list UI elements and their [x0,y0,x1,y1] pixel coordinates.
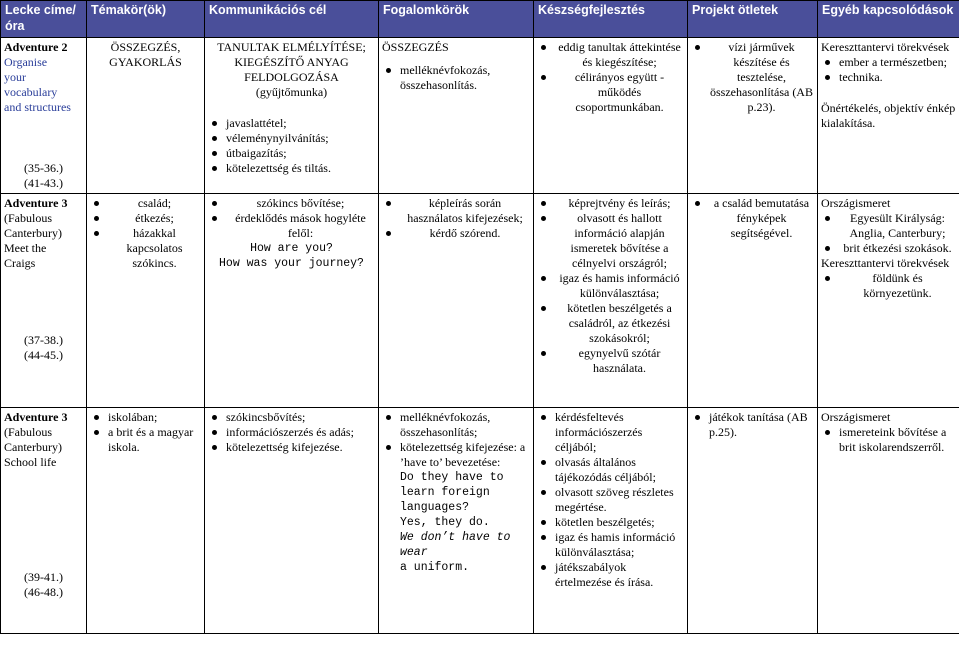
lesson-cell [1,194,87,408]
example-sentence: How was your journey? [219,257,364,270]
lesson-title: Adventure 3 [4,410,68,424]
list-item: képrejtvény és leírás; [537,196,684,211]
communication-cell [205,408,379,634]
header-projects: Projekt ötletek [688,1,818,38]
table-row [1,408,959,634]
list-item: kötetlen beszélgetés a családról, az étkezési szokásokról; [537,301,684,346]
list-item: eddig tanultak áttekintése és kiegészítése; [537,40,684,70]
list-item: melléknévfokozás, összehasonlítás. [382,63,530,93]
header-concepts: Fogalomkörök [379,1,534,38]
lesson-subtitle: School life [4,455,57,469]
list-item: kötelezettség kifejezése: a ’have to’ bevezetése: [382,440,530,470]
other-heading: Országismeret [821,410,891,424]
lesson-pages: (35-36.) [24,161,63,175]
lesson-title: Adventure 3 [4,196,68,210]
list-item: melléknévfokozás, összehasonlítás; [382,410,530,440]
lesson-subtitle: (Fabulous [4,425,52,439]
communication-cell [205,194,379,408]
other-cell [818,38,959,194]
project-cell [688,408,818,634]
concepts-cell [379,38,534,194]
other-heading: Kereszttantervi törekvések [821,256,950,270]
list-item: kérdésfeltevés információszerzés céljából; [537,410,684,455]
list-item: kérdő szórend. [382,226,530,241]
header-lesson: Lecke címe/óra [1,1,87,38]
header-skills: Készségfejlesztés [534,1,688,38]
list-item: játékok tanítása (AB p.25). [691,410,814,440]
list-item: érdeklődés mások hogyléte felől: [208,211,375,241]
list-item: játékszabályok értelmezése és írása. [537,560,684,590]
table-row [1,38,959,194]
lesson-pages: (44-45.) [24,348,63,362]
list-item: kötetlen beszélgetés; [537,515,684,530]
project-cell [688,194,818,408]
other-extra: Önértékelés, objektív énkép kialakítása. [821,101,956,130]
lesson-cell [1,408,87,634]
concepts-cell [379,194,534,408]
other-heading: Országismeret [821,196,891,210]
lesson-subtitle: your [4,70,26,84]
header-topic: Témakör(ök) [87,1,205,38]
list-item: család; [90,196,201,211]
example-sentence: Do they have to learn foreign languages? [400,471,504,514]
list-item: véleménynyilvánítás; [208,131,375,146]
topic-cell [87,194,205,408]
list-item: kötelezettség és tiltás. [208,161,375,176]
list-item: technika. [821,70,956,85]
example-sentence: We don’t have to wear [400,531,511,559]
lesson-subtitle: Craigs [4,256,36,270]
list-item: olvasott és hallott információ alapján ismeretek bővítése a célnyelvi országról; [537,211,684,271]
other-cell [818,194,959,408]
lesson-title: Adventure 2 [4,40,68,54]
list-item: olvasott szöveg részletes megértése. [537,485,684,515]
list-item: igaz és hamis információ különválasztása; [537,530,684,560]
lesson-pages: (39-41.) [24,570,63,584]
list-item: étkezés; [90,211,201,226]
lesson-pages: (46-48.) [24,585,63,599]
skills-cell [534,194,688,408]
list-item: szókincs bővítése; [208,196,375,211]
list-item: kötelezettség kifejezése. [208,440,375,455]
project-cell [688,38,818,194]
other-heading: Kereszttantervi törekvések [821,40,950,54]
lesson-pages: (37-38.) [24,333,63,347]
topic-cell [87,408,205,634]
list-item: Egyesült Királyság: Anglia, Canterbury; [821,211,956,241]
header-other: Egyéb kapcsolódások [818,1,959,38]
lesson-subtitle: (Fabulous [4,211,52,225]
communication-intro: TANULTAK ELMÉLYÍTÉSE; KIEGÉSZÍTŐ ANYAG FELDOLGOZÁSA (gyűjtőmunka) [217,40,366,99]
table-row [1,194,959,408]
list-item: javaslattétel; [208,116,375,131]
list-item: egynyelvű szótár használata. [537,346,684,376]
example-sentence: a uniform. [400,561,470,574]
list-item: földünk és környezetünk. [821,271,956,301]
list-item: képleírás során használatos kifejezések; [382,196,530,226]
skills-cell [534,38,688,194]
list-item: igaz és hamis információ különválasztása; [537,271,684,301]
lesson-subtitle: Meet the [4,241,47,255]
list-item: ismereteink bővítése a brit iskolarendszerről. [821,425,956,455]
list-item: szókincsbővítés; [208,410,375,425]
lesson-pages: (41-43.) [24,176,63,190]
list-item: iskolában; [90,410,201,425]
lesson-subtitle: vocabulary [4,85,58,99]
lesson-cell [1,38,87,194]
example-sentence: Yes, they do. [400,516,490,529]
concepts-cell [379,408,534,634]
communication-cell [205,38,379,194]
list-item: célirányos együtt - működés csoportmunkában. [537,70,684,115]
list-item: olvasás általános tájékozódás céljából; [537,455,684,485]
concepts-heading: ÖSSZEGZÉS [382,40,449,54]
list-item: házakkal kapcsolatos szókincs. [90,226,201,271]
list-item: ember a természetben; [821,55,956,70]
list-item: információszerzés és adás; [208,425,375,440]
example-sentence: How are you? [250,242,333,255]
header-communication: Kommunikációs cél [205,1,379,38]
lesson-subtitle: and structures [4,100,71,114]
lesson-subtitle: Canterbury) [4,226,62,240]
lesson-subtitle: Organise [4,55,48,69]
topic-cell [87,38,205,194]
skills-cell [534,408,688,634]
list-item: a család bemutatása fényképek segítségével. [691,196,814,241]
other-cell [818,408,959,634]
header-row [1,1,959,38]
list-item: útbaigazítás; [208,146,375,161]
list-item: brit étkezési szokások. [821,241,956,256]
list-item: a brit és a magyar iskola. [90,425,201,455]
lesson-subtitle: Canterbury) [4,440,62,454]
list-item: vízi járművek készítése és tesztelése, összehasonlítása (AB p.23). [691,40,814,115]
topic-text: ÖSSZEGZÉS, GYAKORLÁS [109,40,182,69]
